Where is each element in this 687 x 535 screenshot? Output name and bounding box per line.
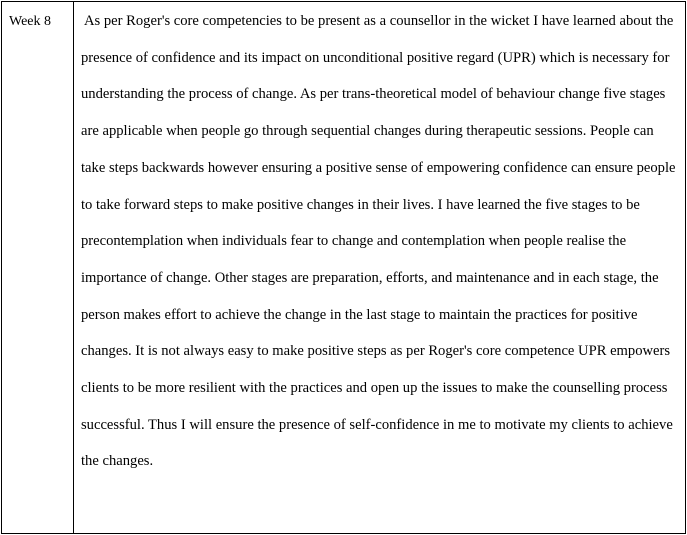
week-label: Week 8	[9, 14, 52, 29]
reflection-cell	[74, 2, 685, 533]
week-cell	[2, 2, 74, 533]
reflection-table	[1, 1, 686, 534]
reflection-paragraph: As per Roger's core competencies to be present as a counsellor in the wicket I have learned about the presence of confidence and its impact on unconditional positive regard (UPR) which is necessary for understanding the process of change. As per trans-theoretical model of behaviour change five stages are applicable when people go through sequential changes during therapeutic sessions. People can take steps backwards however ensuring a positive sense of empowering confidence can ensure people to take forward steps to make positive changes in their lives. I have learned the five stages to be precontemplation when individuals fear to change and contemplation when people realise the importance of change. Other stages are preparation, efforts, and maintenance and in each stage, the person makes effort to achieve the change in the last stage to maintain the practices for positive changes. It is not always easy to make positive steps as per Roger's core competence UPR empowers clients to be more resilient with the practices and open up the issues to make the counselling process successful. Thus I will ensure the presence of self-confidence in me to motivate my clients to achieve the changes.	[81, 13, 676, 470]
